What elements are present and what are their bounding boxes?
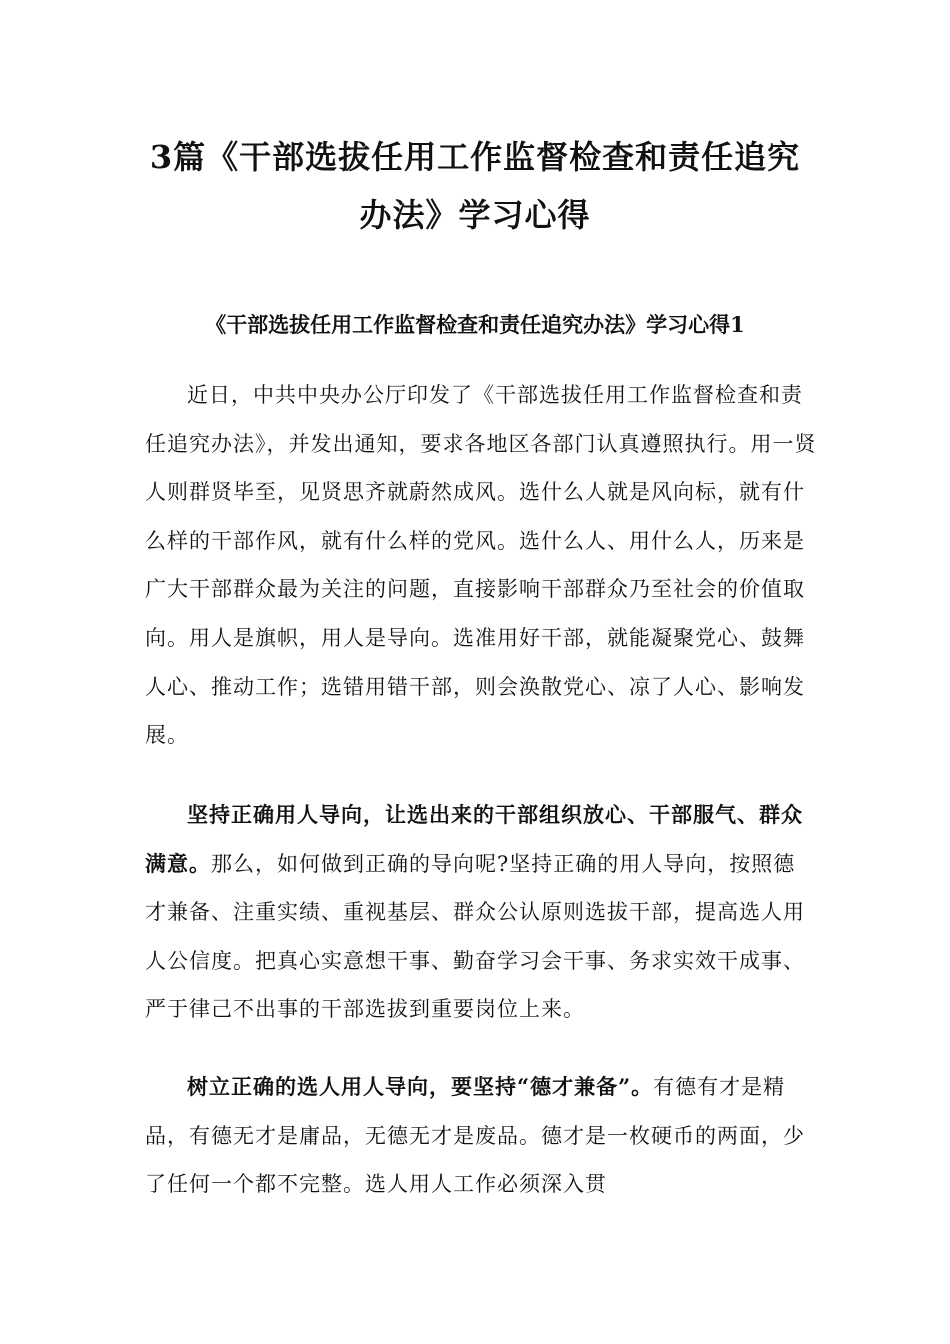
paragraph-3 [145, 1063, 817, 1209]
paragraph-3-text: 有德有才是精品，有德无才是庸品，无德无才是废品。德才是一枚硬币的两面，少了任何一个都不完整。选人用人工作必须深入贯 [145, 1075, 805, 1197]
paragraph-3-lead: 树立正确的选人用人导向，要坚持“德才兼备”。 [187, 1074, 654, 1099]
paragraph-1 [145, 371, 817, 760]
paragraph-2 [145, 791, 817, 1034]
paragraph-1-text: 近日，中共中央办公厅印发了《干部选拔任用工作监督检查和责任追究办法》，并发出通知，要求各地区各部门认真遵照执行。用一贤人则群贤毕至，见贤思齐就蔚然成风。选什么人就是风向标，就有什么样的干部作风，就有什么样的党风。选什么人、用什么人，历来是广大干部群众最为关注的问题，直接影响干部群众乃至社会的价值取向。用人是旗帜，用人是导向。选准用好干部，就能凝聚党心、鼓舞人心、推动工作；选错用错干部，则会涣散党心、凉了人心、影响发展。 [145, 383, 817, 748]
paragraph-2-text: 那么，如何做到正确的导向呢?坚持正确的用人导向，按照德才兼备、注重实绩、重视基层、群众公认原则选拔干部，提高选人用人公信度。把真心实意想干事、勤奋学习会干事、务求实效干成事、严于律己不出事的干部选拔到重要岗位上来。 [145, 851, 805, 1022]
section-heading: 《干部选拔任用工作监督检查和责任追究办法》学习心得1 [205, 312, 745, 337]
document-title: 3篇《干部选拔任用工作监督检查和责任追究办法》学习心得 [149, 138, 801, 234]
paragraph-2-lead: 坚持正确用人导向，让选出来的干部组织放心、干部服气、群众满意。 [145, 802, 803, 876]
